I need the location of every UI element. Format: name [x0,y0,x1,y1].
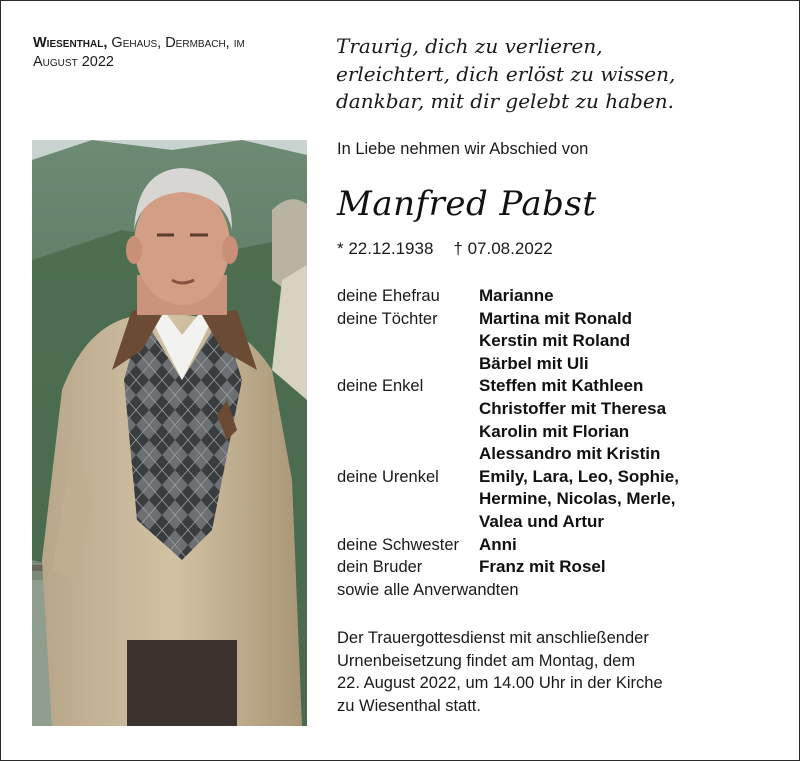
mourner-names: Bärbel mit Uli [479,353,589,373]
relation-label: dein Bruder [337,558,423,577]
relation-label-empty [337,511,479,534]
verse-line: erleichtert, dich erlöst zu wissen, [336,61,676,86]
mourner-names: Kerstin mit Roland [479,331,631,351]
other-relatives: sowie alle Anverwandten [337,580,519,599]
verse-line: dankbar, mit dir gelebt zu haben. [336,89,674,113]
mourner-row [337,353,777,376]
death-date: † 07.08.2022 [453,239,553,258]
mourner-row [337,398,777,421]
mourners-list [337,285,777,601]
farewell-intro: In Liebe nehmen wir Abschied von [337,140,589,158]
relation-label: deine Töchter [337,309,438,328]
notice-date: August 2022 [33,54,114,70]
service-line: Urnenbeisetzung findet am Montag, dem [337,651,636,670]
service-line: zu Wiesenthal statt. [337,696,481,715]
mourner-row [337,375,777,398]
relation-label-empty [337,443,479,466]
relation-label: deine Urenkel [337,467,439,486]
relation-label: deine Schwester [337,535,459,554]
mourner-names: Hermine, Nicolas, Merle, [479,489,676,509]
deceased-name: Manfred Pabst [337,184,597,224]
portrait-photo [32,140,307,726]
place-line [33,34,318,53]
mourner-row [337,421,777,444]
mourner-row [337,330,777,353]
memorial-verse [336,33,776,116]
life-dates [337,239,553,259]
mourner-names: Martina mit Ronald [479,308,633,328]
service-line: Der Trauergottesdienst mit anschließender [337,629,649,647]
mourner-row [337,488,777,511]
relation-label-empty [337,421,479,444]
mourner-row [337,534,777,557]
mourner-row [337,556,777,579]
service-line: 22. August 2022, um 14.00 Uhr in der Kirche [337,674,663,693]
mourner-names: Karolin mit Florian [479,421,630,441]
funeral-service-info [337,627,777,717]
mourner-names: Steffen mit Kathleen [479,376,644,396]
relation-label-empty [337,398,479,421]
relation-label-empty [337,488,479,511]
mourner-names: Valea und Artur [479,511,605,531]
mourner-names: Anni [479,534,517,554]
relation-label: deine Ehefrau [337,287,440,305]
relation-label-empty [337,330,479,353]
mourner-names: Franz mit Rosel [479,557,606,577]
mourner-names: Emily, Lara, Leo, Sophie, [479,466,679,486]
birth-date: * 22.12.1938 [337,239,434,258]
mourner-row [337,511,777,534]
mourner-names: Alessandro mit Kristin [479,444,661,464]
relation-label: deine Enkel [337,377,424,396]
verse-line: Traurig, dich zu verlieren, [336,34,603,58]
mourner-names: Christoffer mit Theresa [479,398,667,418]
place-and-date [33,34,318,72]
place-main: Wiesenthal, [33,35,108,51]
place-others: Gehaus, Dermbach, im [107,35,245,51]
mourner-row [337,285,777,308]
mourner-names: Marianne [479,286,554,305]
relation-label-empty [337,353,479,376]
mourner-row [337,443,777,466]
mourner-row [337,466,777,489]
portrait-image [32,140,307,726]
mourner-row [337,308,777,331]
